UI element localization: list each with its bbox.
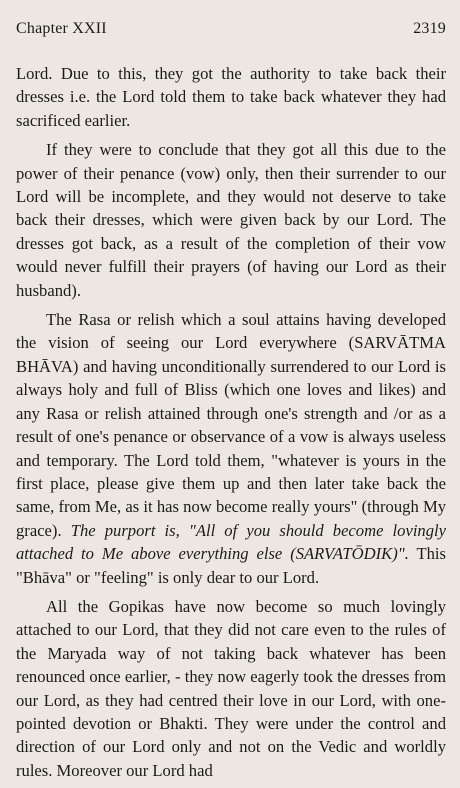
paragraph-3-italic-quote: The purport is, "All of you should become lovingly attached to Me above everything else (SARVATŌDIK)".: [16, 520, 447, 564]
paragraph-3-text-end: This "Bhāva" or "feeling" is only dear to our Lord.: [16, 544, 446, 587]
paragraph-3: [16, 308, 446, 589]
paragraph-3-text: The Rasa or relish which a soul attains having developed the vision of seeing our Lord everywhere (SARVĀTMA BHĀVA) and having unconditionally surrendered to our Lord is always holy and full of Bliss (which one loves and likes) and any Rasa or relish attained through one's strength and /or as a result of one's penance or observance of a vow is always useless and temporary. The Lord told them, "whatever is yours in the first place, please give them up and then later take back the same, from Me, as it has now become really yours" (through My grace).: [16, 310, 446, 540]
paragraph-4: All the Gopikas have now become so much lovingly attached to our Lord, that they did not care even to the rules of the Maryada way of not taking back whatever has been renounced once earlier, - they now eagerly took the dresses from our Lord, as they had centred their love in our Lord, with one-pointed devotion or Bhakti. They were under the control and direction of our Lord only and not on the Vedic and worldly rules. Moreover our Lord had: [16, 596, 446, 780]
running-head: [16, 20, 446, 38]
paragraph-2: If they were to conclude that they got all this due to the power of their penance (vow) only, then their surrender to our Lord will be incomplete, and they would not deserve to take back their dresses, which were given back by our Lord. The dresses got back, as a result of the completion of their vow would never fulfill their prayers (of having our Lord as their husband).: [16, 140, 446, 300]
page-number: 2319: [413, 20, 446, 37]
chapter-title: Chapter XXII: [16, 20, 107, 37]
paragraph-1: Lord. Due to this, they got the authority to take back their dresses i.e. the Lord told them to take back whatever they had sacrificed earlier.: [16, 64, 446, 130]
body-text: [16, 62, 446, 788]
